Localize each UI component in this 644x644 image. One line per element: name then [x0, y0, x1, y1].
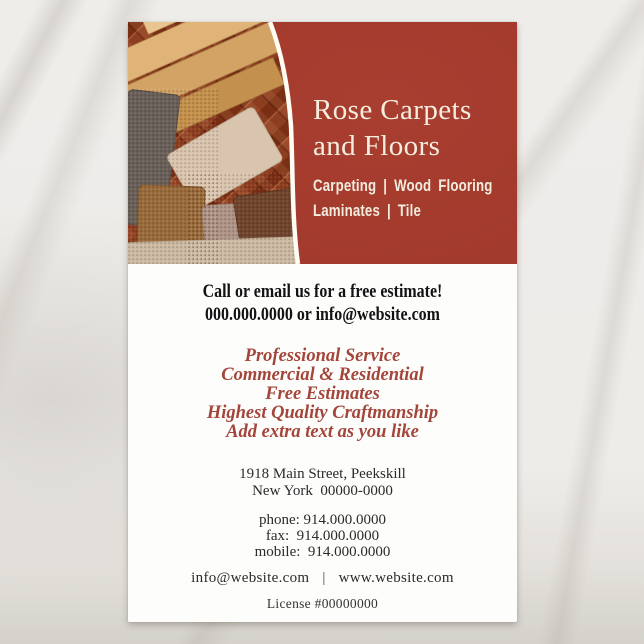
- cta-line2: 000.000.0000 or info@website.com: [205, 304, 440, 325]
- cta-line1: Call or email us for a free estimate!: [202, 281, 443, 302]
- address-line2: New York 00000-0000: [252, 483, 393, 499]
- highlight-line: Highest Quality Craftmanship: [206, 403, 439, 423]
- highlight-line: Add extra text as you like: [226, 422, 419, 442]
- address-block: [128, 466, 517, 500]
- fax-line: fax: 914.000.0000: [265, 528, 380, 544]
- address-line1: 1918 Main Street, Peekskill: [239, 466, 406, 482]
- contact-numbers: [128, 512, 517, 560]
- services-line2: Laminates | Tile: [313, 201, 422, 220]
- title-line2: and Floors: [313, 130, 441, 162]
- services-line1: Carpeting | Wood Flooring: [313, 176, 493, 195]
- title-line1: Rose Carpets: [313, 94, 472, 126]
- flyer-header: [128, 22, 517, 264]
- flyer-sheet: [128, 22, 517, 622]
- mobile-line: mobile: 914.000.0000: [254, 544, 391, 560]
- separator-pipe: |: [322, 570, 326, 586]
- highlights-list: [128, 347, 517, 442]
- highlight-line: Commercial & Residential: [221, 365, 424, 385]
- website-text: www.website.com: [338, 570, 454, 586]
- email-text: info@website.com: [191, 570, 310, 586]
- phone-line: phone: 914.000.0000: [258, 512, 387, 528]
- call-to-action: [159, 280, 486, 326]
- highlight-line: Free Estimates: [265, 384, 380, 404]
- license-number: License #00000000: [266, 596, 379, 611]
- web-contact-line: [128, 570, 517, 586]
- highlight-line: Professional Service: [244, 346, 401, 366]
- services-list: [313, 173, 493, 223]
- business-name: [313, 92, 472, 164]
